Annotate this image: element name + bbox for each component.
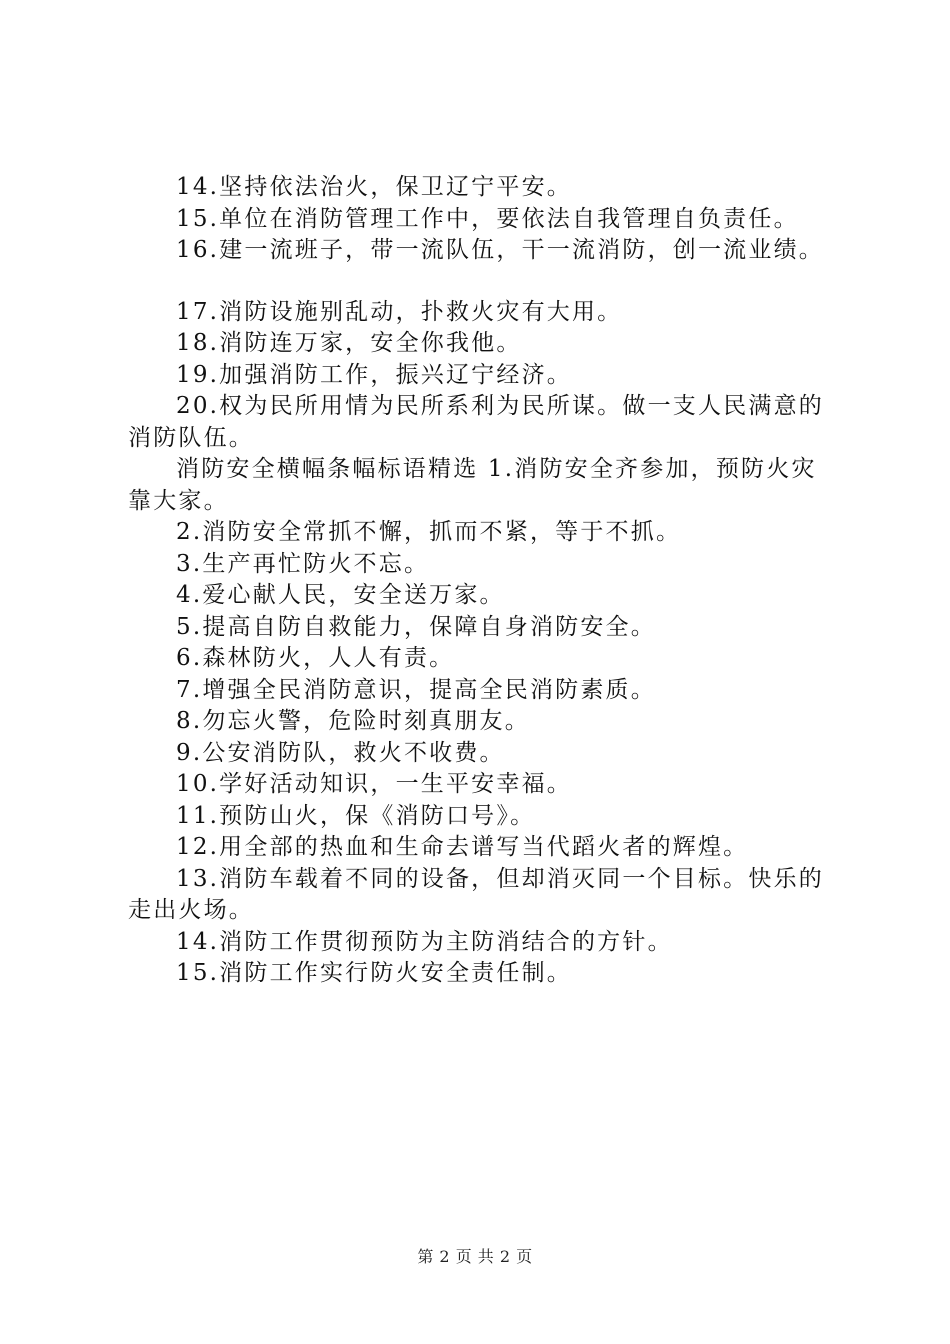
paragraph-line: 14.消防工作贯彻预防为主防消结合的方针。 [176,928,673,955]
paragraph-line: 9.公安消防队，救火不收费。 [176,739,505,766]
paragraph-line: 14.坚持依法治火，保卫辽宁平安。 [176,174,572,200]
paragraph-line: 5.提高自防自救能力，保障自身消防安全。 [176,613,656,640]
paragraph-line: 10.学好活动知识，一生平安幸福。 [176,771,572,797]
paragraph-line: 2.消防安全常抓不懈，抓而不紧，等于不抓。 [176,519,682,545]
paragraph-line: 6.森林防火，人人有责。 [176,645,455,671]
paragraph-line: 15.消防工作实行防火安全责任制。 [176,960,572,986]
paragraph-line: 16.建一流班子，带一流队伍，干一流消防，创一流业绩。 [176,237,824,263]
paragraph-line: 8.勿忘火警，危险时刻真朋友。 [176,708,530,734]
paragraph-line: 18.消防连万家，安全你我他。 [176,330,522,356]
page-number-footer: 第 2 页 共 2 页 [417,1247,533,1266]
paragraph-line: 4.爱心献人民，安全送万家。 [176,582,505,608]
paragraph-line: 12.用全部的热血和生命去谱写当代蹈火者的辉煌。 [176,834,749,860]
section-heading-line: 消防安全横幅条幅标语精选 1.消防安全齐参加，预防火灾靠大家。 [128,456,817,514]
paragraph-line: 7.增强全民消防意识，提高全民消防素质。 [176,676,656,703]
paragraph-line: 3.生产再忙防火不忘。 [176,550,430,577]
paragraph-line: 20.权为民所用情为民所系利为民所谋。做一支人民满意的消防队伍。 [128,393,824,451]
paragraph-line: 19.加强消防工作，振兴辽宁经济。 [176,361,572,388]
document-body [128,172,834,990]
paragraph-line: 11.预防山火，保《消防口号》。 [176,802,536,829]
paragraph-line: 15.单位在消防管理工作中，要依法自我管理自负责任。 [176,205,799,232]
paragraph-line: 13.消防车载着不同的设备，但却消灭同一个目标。快乐的走出火场。 [128,865,824,923]
paragraph-line: 17.消防设施别乱动，扑救火灾有大用。 [176,298,623,325]
